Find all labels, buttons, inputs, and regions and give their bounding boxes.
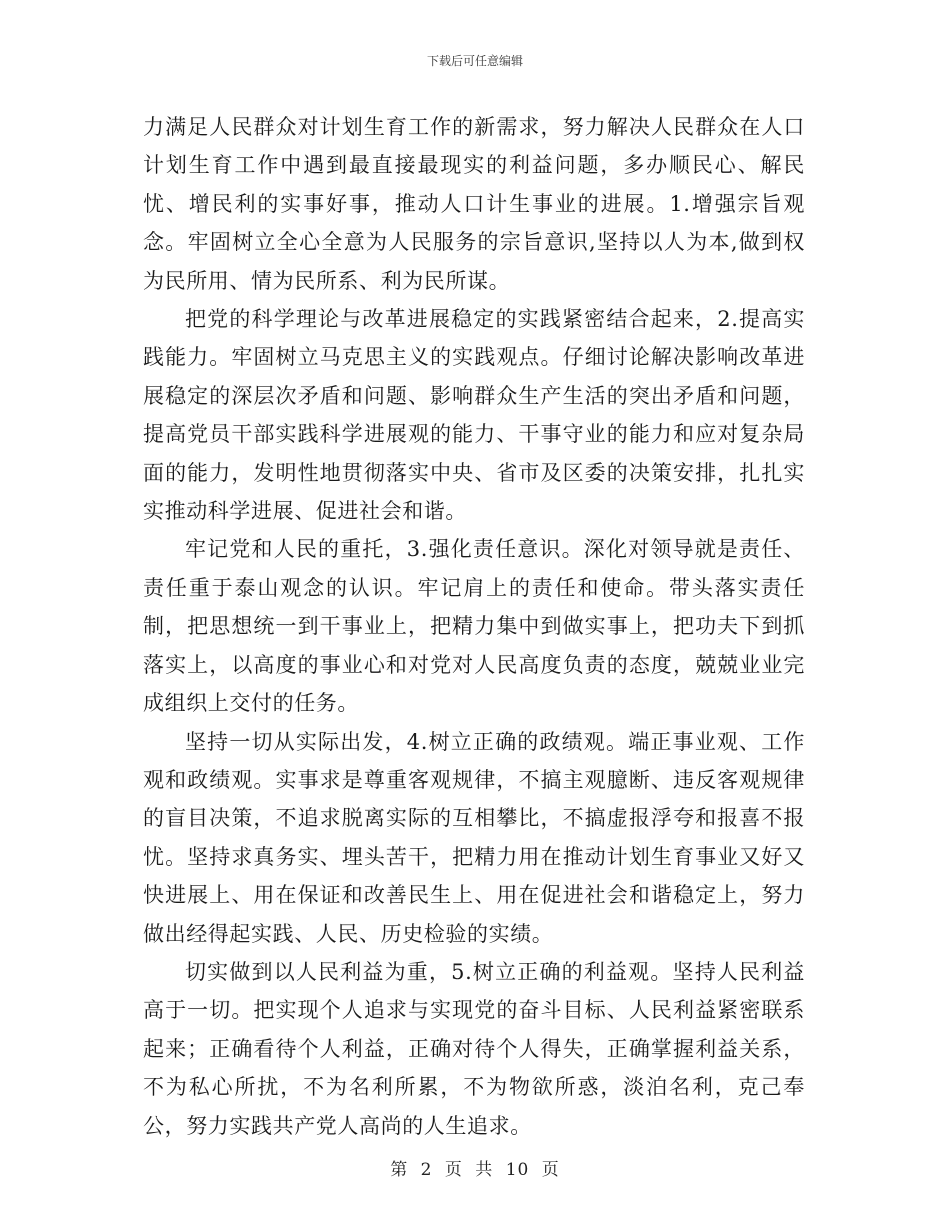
total-pages-number: 10: [505, 1160, 530, 1180]
page-footer: [0, 1155, 950, 1180]
paragraph: 把党的科学理论与改革进展稳定的实践紧密结合起来，2.提高实践能力。牢固树立马克思主义的实践观点。仔细讨论解决影响改革进展稳定的深层次矛盾和问题、影响群众生产生活的突出矛盾和问题，提高党员干部实践科学进展观的能力、干事守业的能力和应对复杂局面的能力，发明性地贯彻落实中央、省市及区委的决策安排，扎扎实实推动科学进展、促进社会和谐。: [143, 307, 805, 524]
paragraph: 坚持一切从实际出发，4.树立正确的政绩观。端正事业观、工作观和政绩观。实事求是尊重客观规律，不搞主观臆断、违反客观规律的盲目决策，不追求脱离实际的互相攀比，不搞虚报浮夸和报喜不报忧。坚持求真务实、埋头苦干，把精力用在推动计划生育事业又好又快进展上、用在保证和改善民生上、用在促进社会和谐稳定上，努力做出经得起实践、人民、历史检验的实绩。: [143, 729, 805, 946]
paragraph: 力满足人民群众对计划生育工作的新需求，努力解决人民群众在人口计划生育工作中遇到最直接最现实的利益问题，多办顺民心、解民忧、增民利的实事好事，推动人口计生事业的进展。1.增强宗旨观念。牢固树立全心全意为人民服务的宗旨意识,坚持以人为本,做到权为民所用、情为民所系、利为民所谋。: [143, 115, 805, 293]
total-unit-label: 页: [541, 1160, 560, 1180]
page-unit-label: 页: [444, 1160, 463, 1180]
paragraph: 牢记党和人民的重托，3.强化责任意识。深化对领导就是责任、责任重于泰山观念的认识。牢记肩上的责任和使命。带头落实责任制，把思想统一到干事业上，把精力集中到做实事上，把功夫下到抓落实上，以高度的事业心和对党对人民高度负责的态度，兢兢业业完成组织上交付的任务。: [143, 537, 805, 716]
page-label: 第: [390, 1160, 409, 1180]
current-page-number: 2: [420, 1160, 433, 1180]
document-body: [143, 108, 805, 1145]
page-header: 下载后可任意编辑: [426, 54, 523, 68]
paragraph: 切实做到以人民利益为重，5.树立正确的利益观。坚持人民利益高于一切。把实现个人追求与实现党的奋斗目标、人民利益紧密联系起来；正确看待个人利益，正确对待个人得失，正确掌握利益关系，不为私心所扰，不为名利所累，不为物欲所惑，淡泊名利，克己奉公，努力实践共产党人高尚的人生追求。: [143, 959, 805, 1138]
total-label: 共: [475, 1160, 494, 1180]
